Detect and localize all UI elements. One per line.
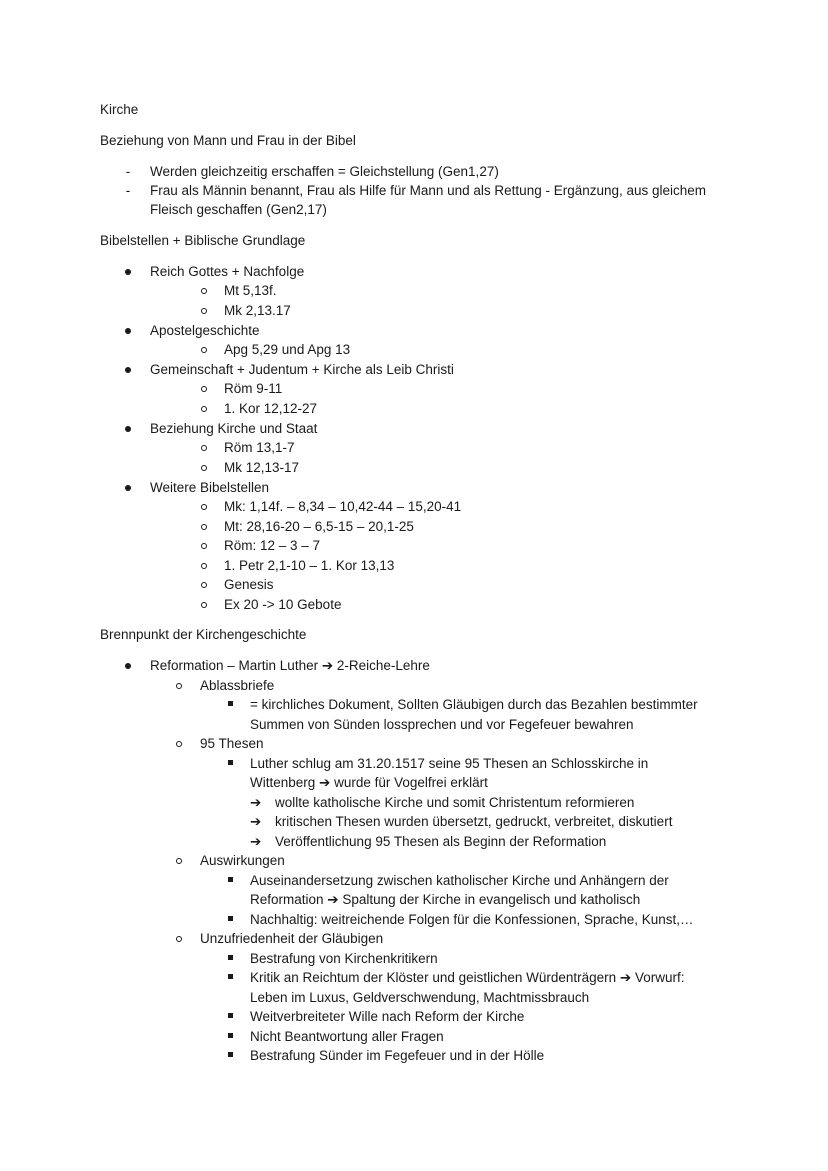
sub-list-item: Mk 12,13-17 xyxy=(224,460,300,475)
list-item: Reformation – Martin Luther ➔ 2-Reiche-Lehre xyxy=(150,658,430,673)
circle-bullet-icon xyxy=(176,741,182,747)
detail-item-continuation: Reformation ➔ Spaltung der Kirche in evangelisch und katholisch xyxy=(250,892,641,907)
square-bullet-icon xyxy=(228,1033,233,1038)
sub-list-item: Unzufriedenheit der Gläubigen xyxy=(200,931,384,946)
circle-bullet-icon xyxy=(176,936,182,942)
bullet-dot-icon xyxy=(125,663,131,669)
circle-bullet-icon xyxy=(201,465,207,471)
sub-list-item: Ex 20 -> 10 Gebote xyxy=(224,597,342,612)
circle-bullet-icon xyxy=(201,386,207,392)
square-bullet-icon xyxy=(228,701,233,706)
sub-list-item: 1. Kor 12,12-27 xyxy=(224,401,318,416)
circle-bullet-icon xyxy=(201,308,207,314)
square-bullet-icon xyxy=(228,877,233,882)
circle-bullet-icon xyxy=(176,683,182,689)
dash-bullet: - xyxy=(125,183,131,198)
sub-list-item: 95 Thesen xyxy=(200,736,264,751)
list-item: Apostelgeschichte xyxy=(150,323,260,338)
square-bullet-icon xyxy=(228,1013,233,1018)
sub-list-item: 1. Petr 2,1-10 – 1. Kor 13,13 xyxy=(224,558,395,573)
bullet-dot-icon xyxy=(125,367,131,373)
bullet-dot-icon xyxy=(125,426,131,432)
arrow-item: wollte katholische Kirche und somit Christentum reformieren xyxy=(275,795,635,810)
list-item-continuation: Fleisch geschaffen (Gen2,17) xyxy=(150,202,327,217)
detail-item: Nachhaltig: weitreichende Folgen für die Konfessionen, Sprache, Kunst,… xyxy=(250,912,694,927)
sub-list-item: Auswirkungen xyxy=(200,853,285,868)
section-heading-mann-frau: Beziehung von Mann und Frau in der Bibel xyxy=(100,133,356,148)
arrow-right-icon: ➔ xyxy=(250,834,262,849)
circle-bullet-icon xyxy=(201,582,207,588)
circle-bullet-icon xyxy=(201,288,207,294)
page-title: Kirche xyxy=(100,102,139,117)
sub-list-item: Mk: 1,14f. – 8,34 – 10,42-44 – 15,20-41 xyxy=(224,499,462,514)
sub-list-item: Genesis xyxy=(224,577,274,592)
detail-item: Bestrafung von Kirchenkritikern xyxy=(250,951,438,966)
sub-list-item: Röm: 12 – 3 – 7 xyxy=(224,538,321,553)
circle-bullet-icon xyxy=(201,543,207,549)
sub-list-item: Röm 13,1-7 xyxy=(224,440,295,455)
circle-bullet-icon xyxy=(201,524,207,530)
bullet-dot-icon xyxy=(125,269,131,275)
circle-bullet-icon xyxy=(201,504,207,510)
sub-list-item: Ablassbriefe xyxy=(200,678,275,693)
square-bullet-icon xyxy=(228,1052,233,1057)
detail-item: Luther schlug am 31.20.1517 seine 95 Thesen an Schlosskirche in xyxy=(250,756,649,771)
list-item: Frau als Männin benannt, Frau als Hilfe für Mann und als Rettung - Ergänzung, aus gleichem xyxy=(150,183,707,198)
arrow-item: kritischen Thesen wurden übersetzt, gedruckt, verbreitet, diskutiert xyxy=(275,814,673,829)
detail-item: = kirchliches Dokument, Sollten Gläubigen durch das Bezahlen bestimmter xyxy=(250,697,698,712)
bullet-dot-icon xyxy=(125,485,131,491)
detail-item-continuation: Summen von Sünden lossprechen und vor Fegefeuer bewahren xyxy=(250,717,634,732)
section-heading-bibelstellen: Bibelstellen + Biblische Grundlage xyxy=(100,233,306,248)
section-heading-kirchengeschichte: Brennpunkt der Kirchengeschichte xyxy=(100,627,307,642)
arrow-right-icon: ➔ xyxy=(250,795,262,810)
sub-list-item: Mt 5,13f. xyxy=(224,283,277,298)
arrow-right-icon: ➔ xyxy=(250,814,262,829)
sub-list-item: Apg 5,29 und Apg 13 xyxy=(224,342,351,357)
detail-item-continuation: Leben im Luxus, Geldverschwendung, Machtmissbrauch xyxy=(250,990,590,1005)
square-bullet-icon xyxy=(228,955,233,960)
detail-item: Auseinandersetzung zwischen katholischer Kirche und Anhängern der xyxy=(250,873,669,888)
circle-bullet-icon xyxy=(201,347,207,353)
list-item: Gemeinschaft + Judentum + Kirche als Leib Christi xyxy=(150,362,454,377)
circle-bullet-icon xyxy=(201,563,207,569)
detail-item: Kritik an Reichtum der Klöster und geistlichen Würdenträgern ➔ Vorwurf: xyxy=(250,970,685,985)
list-item: Weitere Bibelstellen xyxy=(150,480,270,495)
circle-bullet-icon xyxy=(176,858,182,864)
sub-list-item: Röm 9-11 xyxy=(224,381,283,396)
circle-bullet-icon xyxy=(201,445,207,451)
circle-bullet-icon xyxy=(201,602,207,608)
square-bullet-icon xyxy=(228,760,233,765)
sub-list-item: Mk 2,13.17 xyxy=(224,303,291,318)
list-item: Beziehung Kirche und Staat xyxy=(150,421,318,436)
arrow-item: Veröffentlichung 95 Thesen als Beginn der Reformation xyxy=(275,834,607,849)
list-item: Reich Gottes + Nachfolge xyxy=(150,264,305,279)
dash-bullet: - xyxy=(125,164,131,179)
detail-item: Weitverbreiteter Wille nach Reform der Kirche xyxy=(250,1009,525,1024)
list-item: Werden gleichzeitig erschaffen = Gleichstellung (Gen1,27) xyxy=(150,164,499,179)
square-bullet-icon xyxy=(228,916,233,921)
detail-item-continuation: Wittenberg ➔ wurde für Vogelfrei erklärt xyxy=(250,775,488,790)
detail-item: Nicht Beantwortung aller Fragen xyxy=(250,1029,444,1044)
sub-list-item: Mt: 28,16-20 – 6,5-15 – 20,1-25 xyxy=(224,519,414,534)
detail-item: Bestrafung Sünder im Fegefeuer und in der Hölle xyxy=(250,1048,545,1063)
bullet-dot-icon xyxy=(125,328,131,334)
square-bullet-icon xyxy=(228,974,233,979)
circle-bullet-icon xyxy=(201,406,207,412)
